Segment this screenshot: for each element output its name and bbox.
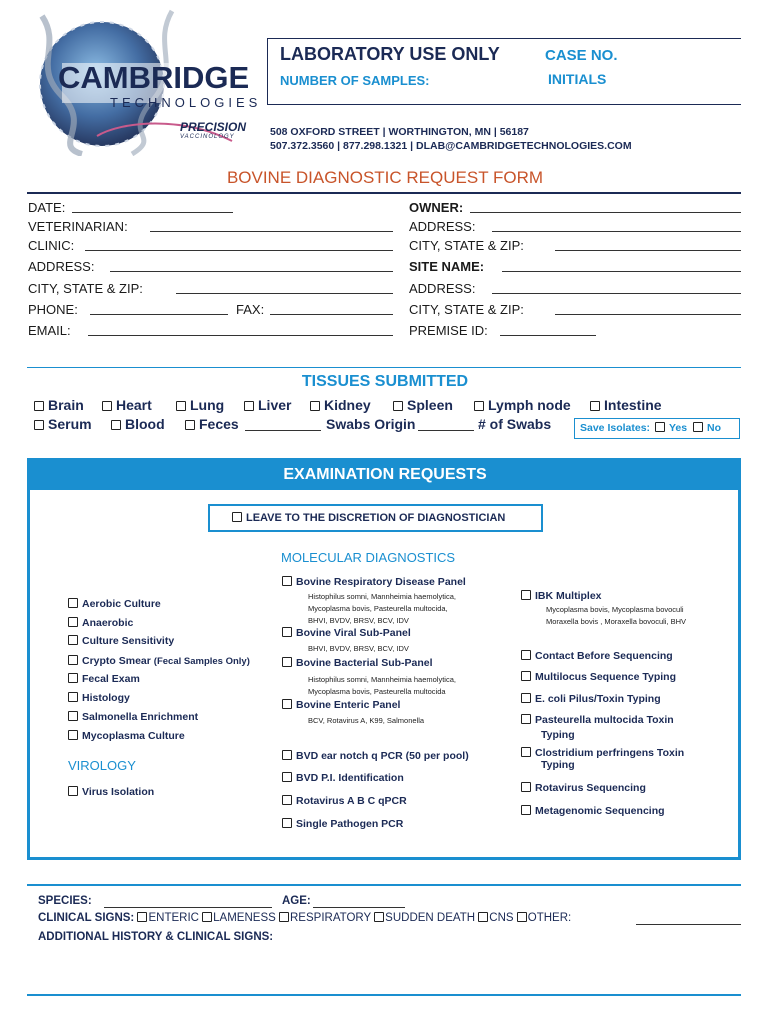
single-pathogen-pcr[interactable] bbox=[282, 818, 403, 830]
checkbox-icon[interactable] bbox=[521, 714, 531, 724]
culture-sensitivity-label: Culture Sensitivity bbox=[82, 635, 175, 647]
discretion-label: LEAVE TO THE DISCRETION OF DIAGNOSTICIAN bbox=[246, 512, 506, 524]
brd-panel-label: Bovine Respiratory Disease Panel bbox=[296, 576, 466, 588]
checkbox-icon[interactable] bbox=[137, 912, 147, 922]
virus-isolation-label: Virus Isolation bbox=[82, 786, 155, 798]
checkbox-icon[interactable] bbox=[68, 617, 78, 627]
sign-lameness: LAMENESS bbox=[213, 912, 276, 924]
brd-panel[interactable] bbox=[282, 576, 466, 588]
checkbox-icon[interactable] bbox=[279, 912, 289, 922]
checkbox-icon[interactable] bbox=[68, 711, 78, 721]
clinical-signs-row bbox=[38, 912, 571, 924]
discretion-box[interactable] bbox=[208, 504, 543, 532]
checkbox-icon[interactable] bbox=[282, 750, 292, 760]
tissue-feces[interactable] bbox=[185, 416, 239, 432]
checkbox-icon[interactable] bbox=[244, 401, 254, 411]
tissues-divider bbox=[27, 367, 741, 368]
save-isolates-label: Save Isolates: bbox=[580, 422, 651, 434]
checkbox-icon[interactable] bbox=[68, 655, 78, 665]
checkbox-icon[interactable] bbox=[282, 657, 292, 667]
ibk-sub2: Moraxella bovis , Moraxella bovoculi, BHV bbox=[546, 617, 687, 626]
site-city-field[interactable] bbox=[555, 314, 741, 315]
virus-isolation[interactable] bbox=[68, 786, 154, 798]
tissue-blood[interactable] bbox=[111, 416, 165, 432]
sign-respiratory: RESPIRATORY bbox=[290, 912, 371, 924]
date-field[interactable] bbox=[72, 212, 233, 213]
age-field[interactable] bbox=[313, 907, 405, 908]
single-pathogen-pcr-label: Single Pathogen PCR bbox=[296, 818, 404, 830]
fecal-exam-label: Fecal Exam bbox=[82, 673, 140, 685]
num-swabs-label: # of Swabs bbox=[478, 416, 552, 432]
site-address-label: ADDRESS: bbox=[409, 281, 476, 296]
form-title: BOVINE DIAGNOSTIC REQUEST FORM bbox=[226, 168, 544, 187]
checkbox-icon[interactable] bbox=[393, 401, 403, 411]
premise-id-label: PREMISE ID: bbox=[409, 323, 488, 338]
contact-before-sequencing[interactable] bbox=[521, 650, 673, 662]
mycoplasma-culture-label: Mycoplasma Culture bbox=[82, 730, 185, 742]
owner-city-label: CITY, STATE & ZIP: bbox=[409, 238, 524, 253]
precision-text: PRECISION bbox=[180, 120, 247, 134]
checkbox-icon[interactable] bbox=[521, 650, 531, 660]
checkbox-icon[interactable] bbox=[102, 401, 112, 411]
discretion-checkbox[interactable] bbox=[232, 512, 242, 522]
precision-logo bbox=[180, 120, 247, 140]
tissue-lung-label: Lung bbox=[190, 397, 225, 413]
age-label: AGE: bbox=[282, 895, 311, 907]
fecal-exam[interactable] bbox=[68, 673, 140, 685]
sign-other: OTHER: bbox=[527, 912, 572, 924]
tissue-heart[interactable] bbox=[102, 397, 152, 413]
veterinarian-label: VETERINARIAN: bbox=[28, 219, 128, 234]
veterinarian-field[interactable] bbox=[150, 231, 393, 232]
site-address-field[interactable] bbox=[492, 293, 741, 294]
crypto-note: (Fecal Samples Only) bbox=[153, 656, 250, 667]
metagenomic-sequencing[interactable] bbox=[521, 805, 665, 817]
brd-sub1: Histophilus somni, Mannheimia haemolytica, bbox=[308, 592, 456, 601]
salmonella-enrichment[interactable] bbox=[68, 711, 198, 723]
email-field[interactable] bbox=[88, 335, 393, 336]
checkbox-icon[interactable] bbox=[521, 590, 531, 600]
num-samples-label: NUMBER OF SAMPLES: bbox=[280, 73, 430, 88]
save-yes-checkbox[interactable] bbox=[655, 422, 665, 432]
checkbox-icon[interactable] bbox=[478, 912, 488, 922]
tissue-heart-label: Heart bbox=[116, 397, 152, 413]
tissue-serum[interactable] bbox=[34, 416, 92, 432]
checkbox-icon[interactable] bbox=[517, 912, 527, 922]
checkbox-icon[interactable] bbox=[68, 598, 78, 608]
aerobic-culture-label: Aerobic Culture bbox=[82, 598, 161, 610]
tissue-brain[interactable] bbox=[34, 397, 84, 413]
save-no-checkbox[interactable] bbox=[693, 422, 703, 432]
checkbox-icon[interactable] bbox=[111, 420, 121, 430]
address-line: 508 OXFORD STREET | WORTHINGTON, MN | 56187 bbox=[270, 126, 529, 138]
bvsp-sub: BHVI, BVDV, BRSV, BCV, IDV bbox=[308, 644, 409, 653]
history-label: ADDITIONAL HISTORY & CLINICAL SIGNS: bbox=[38, 931, 274, 943]
save-isolates-box bbox=[574, 418, 740, 439]
checkbox-icon[interactable] bbox=[282, 627, 292, 637]
checkbox-icon[interactable] bbox=[474, 401, 484, 411]
footer-top-rule bbox=[27, 884, 741, 886]
checkbox-icon[interactable] bbox=[521, 782, 531, 792]
checkbox-icon[interactable] bbox=[374, 912, 384, 922]
tissue-feces-label: Feces bbox=[199, 416, 239, 432]
ecoli-typing[interactable] bbox=[521, 693, 661, 705]
city-state-zip-field[interactable] bbox=[176, 293, 393, 294]
checkbox-icon[interactable] bbox=[521, 805, 531, 815]
contact-label: Contact Before Sequencing bbox=[535, 650, 673, 662]
checkbox-icon[interactable] bbox=[282, 818, 292, 828]
checkbox-icon[interactable] bbox=[282, 795, 292, 805]
pasteurella-label: Pasteurella multocida Toxin bbox=[535, 714, 674, 726]
checkbox-icon[interactable] bbox=[185, 420, 195, 430]
clostridium-label: Clostridium perfringens Toxin bbox=[535, 747, 685, 759]
title-divider bbox=[27, 192, 741, 194]
species-label: SPECIES: bbox=[38, 895, 92, 907]
checkbox-icon[interactable] bbox=[202, 912, 212, 922]
mycoplasma-culture[interactable] bbox=[68, 730, 185, 742]
tissues-title: TISSUES SUBMITTED bbox=[301, 373, 469, 390]
checkbox-icon[interactable] bbox=[68, 692, 78, 702]
tissue-liver-label: Liver bbox=[258, 397, 292, 413]
bovine-enteric-panel-label: Bovine Enteric Panel bbox=[296, 699, 401, 711]
checkbox-icon[interactable] bbox=[521, 671, 531, 681]
tissue-brain-label: Brain bbox=[48, 397, 84, 413]
owner-label: OWNER: bbox=[409, 200, 464, 215]
owner-address-field[interactable] bbox=[492, 231, 741, 232]
case-no-label: CASE NO. bbox=[545, 47, 618, 64]
histology-label: Histology bbox=[82, 692, 130, 704]
site-name-field[interactable] bbox=[502, 271, 741, 272]
lab-use-title: LABORATORY USE ONLY bbox=[280, 44, 500, 64]
histology[interactable] bbox=[68, 692, 130, 704]
checkbox-icon[interactable] bbox=[590, 401, 600, 411]
site-name-label: SITE NAME: bbox=[409, 259, 485, 274]
anaerobic[interactable] bbox=[68, 617, 133, 629]
logo-subtitle: TECHNOLOGIES bbox=[110, 95, 262, 110]
checkbox-icon[interactable] bbox=[282, 772, 292, 782]
city-state-zip-label: CITY, STATE & ZIP: bbox=[28, 281, 143, 296]
tissue-lymph-node[interactable] bbox=[474, 397, 571, 413]
virology-title: VIROLOGY bbox=[68, 758, 136, 773]
vaccinology-text: VACCINOLOGY bbox=[180, 134, 235, 140]
swabs-origin-label: Swabs Origin bbox=[326, 416, 416, 432]
tissue-blood-label: Blood bbox=[125, 416, 165, 432]
tissue-kidney[interactable] bbox=[310, 397, 371, 413]
sign-cns: CNS bbox=[489, 912, 514, 924]
bvd-ear-notch-label: BVD ear notch q PCR (50 per pool) bbox=[296, 750, 469, 762]
salmonella-enrichment-label: Salmonella Enrichment bbox=[82, 711, 199, 723]
anaerobic-label: Anaerobic bbox=[82, 617, 134, 629]
brd-sub3: BHVI, BVDV, BRSV, BCV, IDV bbox=[308, 616, 409, 625]
bovine-bacterial-subpanel-label: Bovine Bacterial Sub-Panel bbox=[296, 657, 433, 669]
checkbox-icon[interactable] bbox=[282, 576, 292, 586]
tissue-spleen[interactable] bbox=[393, 397, 453, 413]
checkbox-icon[interactable] bbox=[68, 635, 78, 645]
checkbox-icon[interactable] bbox=[68, 730, 78, 740]
clinical-signs-label: CLINICAL SIGNS: bbox=[38, 912, 135, 924]
crypto-smear[interactable] bbox=[68, 655, 250, 667]
species-field[interactable] bbox=[104, 907, 272, 908]
aerobic-culture[interactable] bbox=[68, 598, 161, 610]
checkbox-icon[interactable] bbox=[521, 693, 531, 703]
multilocus-sequence-typing[interactable] bbox=[521, 671, 676, 683]
checkbox-icon[interactable] bbox=[282, 699, 292, 709]
owner-address-label: ADDRESS: bbox=[409, 219, 476, 234]
checkbox-icon[interactable] bbox=[34, 401, 44, 411]
bbsp-sub1: Histophilus somni, Mannheimia haemolytica, bbox=[308, 675, 456, 684]
sign-sudden-death: SUDDEN DEATH bbox=[385, 912, 476, 924]
save-no-label: No bbox=[707, 422, 721, 434]
owner-city-field[interactable] bbox=[555, 250, 741, 251]
feces-field[interactable] bbox=[245, 430, 321, 431]
bovine-viral-subpanel-label: Bovine Viral Sub-Panel bbox=[296, 627, 411, 639]
tissue-intestine-label: Intestine bbox=[604, 397, 662, 413]
footer-bottom-rule bbox=[27, 994, 741, 996]
bvd-ear-notch[interactable] bbox=[282, 750, 469, 762]
bbsp-sub2: Mycoplasma bovis, Pasteurella multocida bbox=[308, 687, 446, 696]
fax-label: FAX: bbox=[236, 302, 265, 317]
ibk-sub1: Mycoplasma bovis, Mycoplasma bovoculi bbox=[546, 605, 684, 614]
crypto-smear-label: Crypto Smear bbox=[82, 655, 151, 667]
tissue-lymph-node-label: Lymph node bbox=[488, 397, 571, 413]
ecoli-label: E. coli Pilus/Toxin Typing bbox=[535, 693, 661, 705]
site-city-label: CITY, STATE & ZIP: bbox=[409, 302, 524, 317]
pasteurella-typing-2: Typing bbox=[541, 729, 575, 741]
rotavirus-sequencing[interactable] bbox=[521, 782, 646, 794]
sign-enteric: ENTERIC bbox=[148, 912, 199, 924]
phone-field[interactable] bbox=[90, 314, 228, 315]
save-yes-label: Yes bbox=[668, 422, 688, 434]
premise-id-field[interactable] bbox=[500, 335, 596, 336]
owner-field[interactable] bbox=[470, 212, 741, 213]
checkbox-icon[interactable] bbox=[34, 420, 44, 430]
exam-title: EXAMINATION REQUESTS bbox=[283, 466, 487, 483]
checkbox-icon[interactable] bbox=[68, 673, 78, 683]
bvd-pi-identification[interactable] bbox=[282, 772, 404, 784]
initials-label: INITIALS bbox=[548, 71, 607, 87]
phone-label: PHONE: bbox=[28, 302, 78, 317]
rotavirus-qpcr-label: Rotavirus A B C qPCR bbox=[296, 795, 407, 807]
brd-sub2: Mycoplasma bovis, Pasteurella multocida, bbox=[308, 604, 448, 613]
address-label: ADDRESS: bbox=[28, 259, 95, 274]
swabs-origin-field[interactable] bbox=[418, 430, 474, 431]
checkbox-icon[interactable] bbox=[176, 401, 186, 411]
bvd-pi-label: BVD P.I. Identification bbox=[296, 772, 404, 784]
metagenomic-label: Metagenomic Sequencing bbox=[535, 805, 665, 817]
tissue-spleen-label: Spleen bbox=[407, 397, 453, 413]
address-field[interactable] bbox=[110, 271, 393, 272]
culture-sensitivity[interactable] bbox=[68, 635, 174, 647]
checkbox-icon[interactable] bbox=[310, 401, 320, 411]
pasteurella-typing[interactable] bbox=[521, 714, 674, 726]
logo-brand: CAMBRIDGE bbox=[58, 60, 250, 95]
molecular-title: MOLECULAR DIAGNOSTICS bbox=[281, 550, 456, 565]
clinic-field[interactable] bbox=[85, 250, 393, 251]
ibk-multiplex[interactable] bbox=[521, 590, 602, 602]
tissue-intestine[interactable] bbox=[590, 397, 662, 413]
date-label: DATE: bbox=[28, 200, 66, 215]
tissue-serum-label: Serum bbox=[48, 416, 92, 432]
clostridium-typing[interactable] bbox=[521, 747, 684, 759]
clostridium-typing-2: Typing bbox=[541, 759, 575, 771]
other-sign-field[interactable] bbox=[636, 924, 741, 925]
checkbox-icon[interactable] bbox=[68, 786, 78, 796]
ibk-multiplex-label: IBK Multiplex bbox=[535, 590, 602, 602]
bovine-enteric-panel[interactable] bbox=[282, 699, 400, 711]
contact-line: 507.372.3560 | 877.298.1321 | DLAB@CAMBRIDGETECHNOLOGIES.COM bbox=[270, 140, 632, 152]
checkbox-icon[interactable] bbox=[521, 747, 531, 757]
tissue-kidney-label: Kidney bbox=[324, 397, 371, 413]
fax-field[interactable] bbox=[270, 314, 393, 315]
bovine-viral-subpanel[interactable] bbox=[282, 627, 411, 639]
rotavirus-seq-label: Rotavirus Sequencing bbox=[535, 782, 646, 794]
multilocus-label: Multilocus Sequence Typing bbox=[535, 671, 676, 683]
email-label: EMAIL: bbox=[28, 323, 71, 338]
rotavirus-qpcr[interactable] bbox=[282, 795, 407, 807]
bovine-bacterial-subpanel[interactable] bbox=[282, 657, 433, 669]
bep-sub: BCV, Rotavirus A, K99, Salmonella bbox=[308, 716, 425, 725]
tissue-lung[interactable] bbox=[176, 397, 224, 413]
tissue-liver[interactable] bbox=[244, 397, 291, 413]
clinic-label: CLINIC: bbox=[28, 238, 75, 253]
